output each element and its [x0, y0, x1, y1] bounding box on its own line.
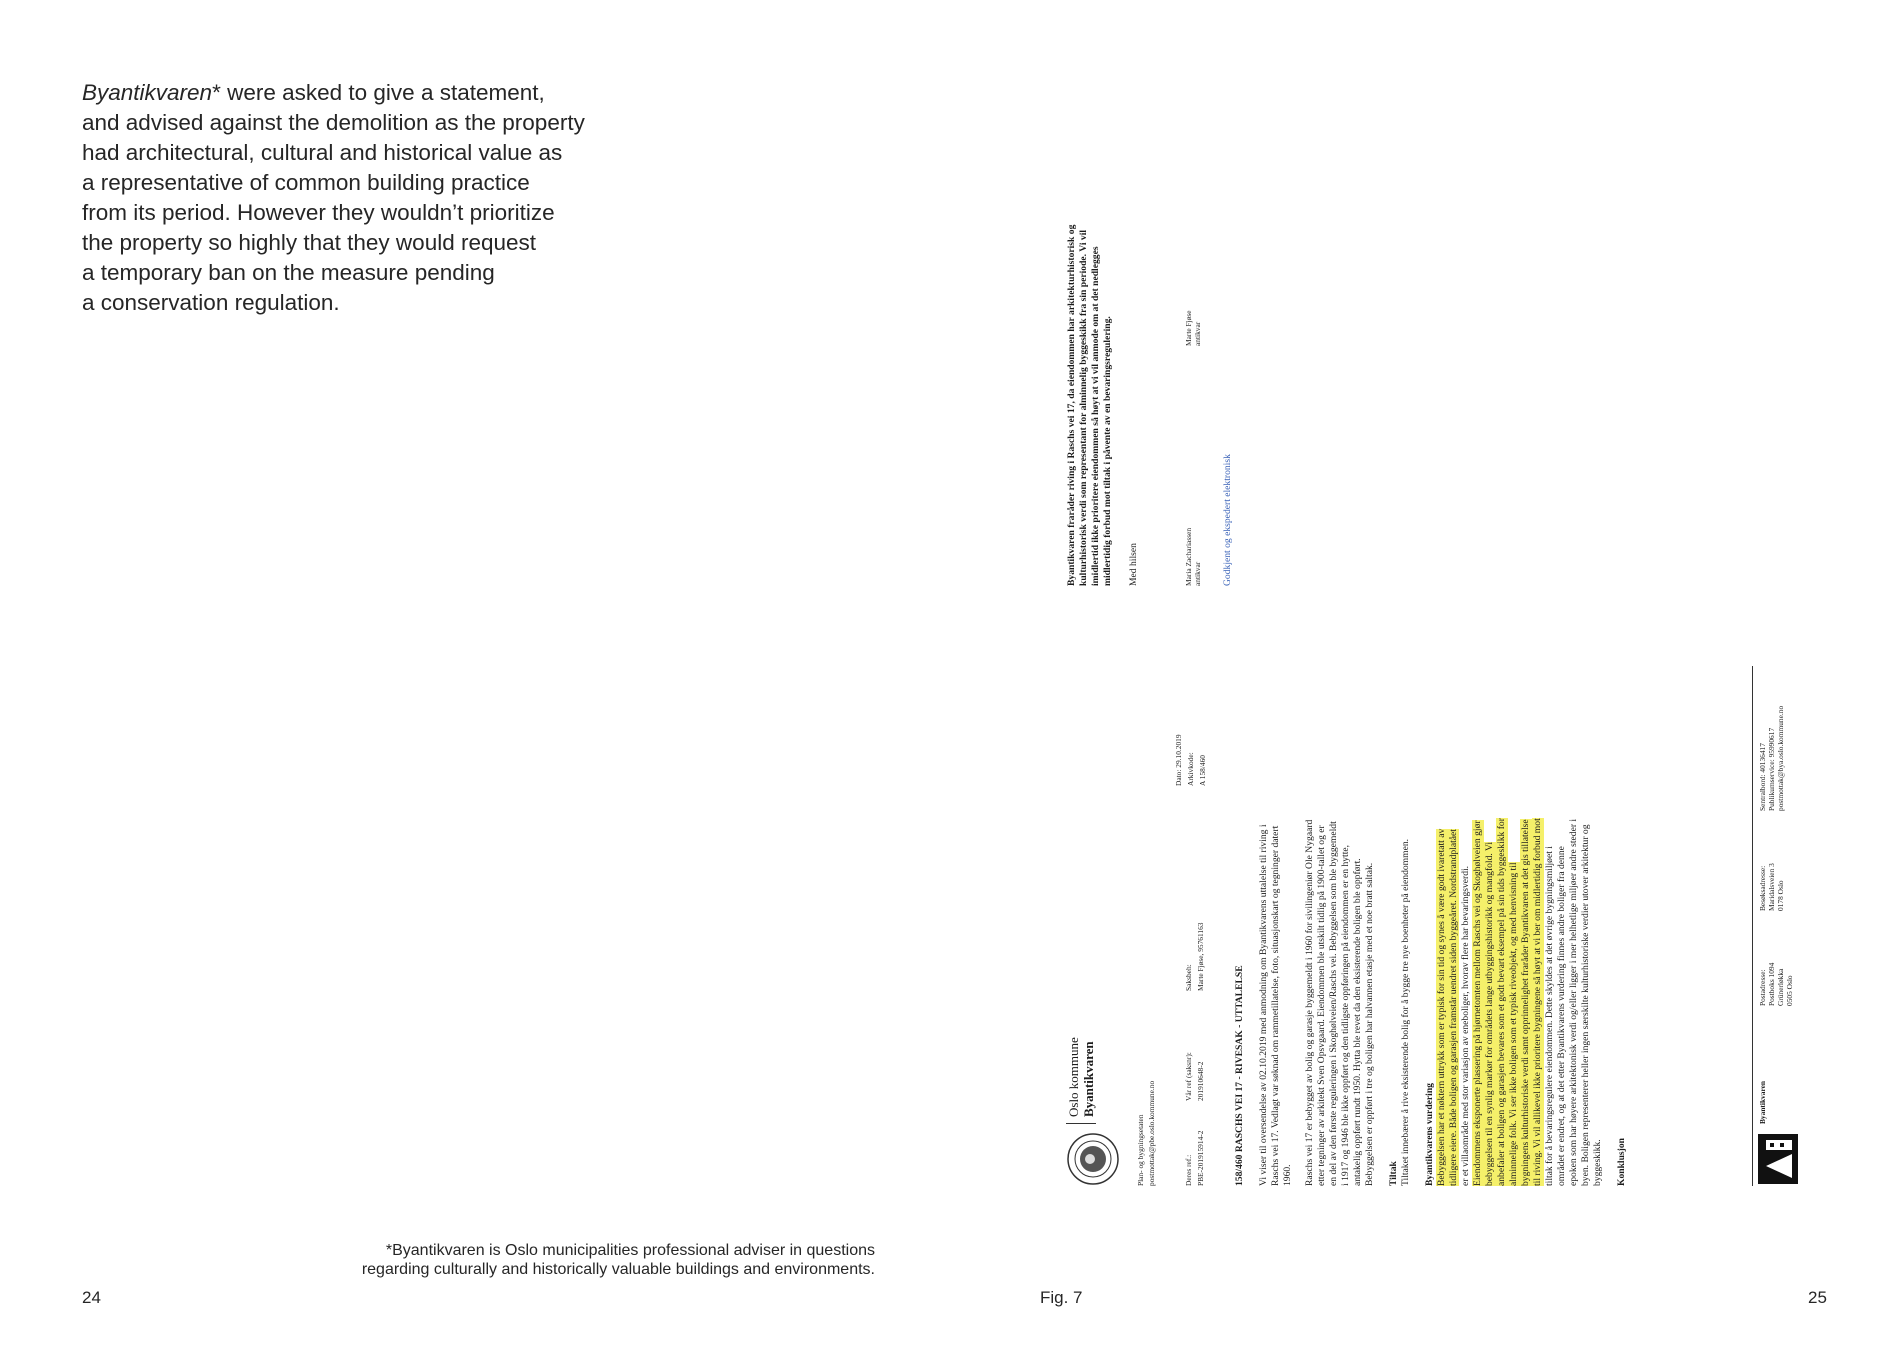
signer2-title: antikvar	[1193, 321, 1202, 346]
footnote-line-1: *Byantikvaren is Oslo municipalities professional adviser in questions	[385, 1242, 875, 1259]
approval-link[interactable]: Godkjent og ekspedert elektronisk	[1222, 454, 1233, 586]
page-number-right: 25	[1808, 1288, 1827, 1307]
recipient-dept: Plan- og bygningsetaten	[1136, 1114, 1145, 1186]
arkivkode-value: A 158/460	[1198, 754, 1207, 786]
history-line: en del av den første reguleringen i Skoghølveien/Raschs vei. Bebyggelsen som ble byggemeldt	[1328, 821, 1339, 1186]
footer-publikumservice: Publikumservice: 95990617	[1767, 727, 1776, 811]
org-name-block	[1066, 964, 1096, 1124]
intro-line: 1960.	[1282, 1164, 1293, 1186]
footer-besok-line: 0178 Oslo	[1776, 880, 1785, 911]
figure-label: Fig. 7	[1040, 1288, 1083, 1307]
vurdering-line: tiltak for å bevaringsregulere eiendommen. Dette skyldes at det øvrige bygningsmiljøet i	[1544, 846, 1555, 1186]
byantikvaren-logo-icon	[1758, 1134, 1798, 1184]
history-line: i 1917 og 1946 ble ikke oppført og den tidligste oppføringen på eiendommen er en hytte,	[1340, 844, 1351, 1186]
italic-term: Byantikvaren	[82, 80, 213, 105]
footer-postadresse-line: Grünerløkka	[1776, 968, 1785, 1006]
vurdering-line: er et villaområde med stor variasjon av eneboliger, hvorav flere har bevaringsverdi.	[1460, 865, 1471, 1186]
footer-divider	[1752, 666, 1753, 1186]
vurdering-line: byggeskikk.	[1592, 1139, 1603, 1186]
signer1-title: antikvar	[1193, 561, 1202, 586]
var-ref-label: Vår ref (saksnr):	[1184, 1052, 1193, 1101]
vurdering-line: epoken som har høyere arkitektonisk verdi og/eller ligger i mer helhetlige miljøer andre steder i	[1568, 818, 1579, 1186]
var-ref-value: 201910648-2	[1196, 1061, 1205, 1101]
oslo-seal-icon	[1066, 1132, 1120, 1186]
intro-line: Vi viser til oversendelse av 02.10.2019 med anmodning om Byantikvarens uttalelse til riving i	[1258, 824, 1269, 1186]
footer-besok-label: Besøksadresse:	[1758, 865, 1767, 911]
para-line-5: from its period. However they wouldn’t prioritize	[82, 200, 555, 225]
tiltak-text: Tiltaket innebærer å rive eksisterende bolig for å bygge tre nye boenheter på eiendommen.	[1400, 838, 1411, 1186]
main-paragraph	[82, 78, 682, 318]
footer-postadresse-line: 0505 Oslo	[1785, 975, 1794, 1006]
konklusjon-line: imidlertid ikke prioritere eiendommen så høyt at vi vil anmode om at det nedlegges	[1090, 246, 1101, 586]
konklusjon-line: kulturhistorisk verdi som representant for alminnelig byggeskikk fra sin periode. Vi vil	[1078, 229, 1089, 586]
arkivkode-label: Arkivkode:	[1186, 752, 1195, 786]
deres-ref-value: PBE-201915914-2	[1196, 1130, 1205, 1186]
history-line: antakelig oppført rundt 1950. Hytta ble revet da den eksisterende boligen ble oppført.	[1352, 858, 1363, 1186]
history-line: Bebyggelsen er oppført i tre og boligen har halvannen etasje med et noe bratt saltak.	[1364, 862, 1375, 1186]
footer-email: postmottak@bya.oslo.kommune.no	[1776, 705, 1785, 811]
dato-label: Dato: 29.10.2019	[1174, 734, 1183, 786]
signer2-name: Marte Fjøse	[1184, 310, 1193, 346]
vurdering-line: Eiendommens eksponerte plassering på hjørnetomten mellom Raschs vei og Skoghølveien gjør	[1472, 820, 1483, 1186]
footer-postadresse-line: Postboks 1094	[1767, 962, 1776, 1006]
para-line-4: a representative of common building practice	[82, 170, 530, 195]
footer-sentralbord: Sentralbord: 40136417	[1758, 743, 1767, 811]
deres-ref-label: Deres ref.:	[1184, 1154, 1193, 1186]
history-line: etter tegninger av arkitekt Sven Opsvgaard. Eiendommen ble utskilt tidlig på 1900-tallet og er	[1316, 825, 1327, 1186]
para-line-3: had architectural, cultural and historical value as	[82, 140, 563, 165]
signer1-name: Maria Zachariassen	[1184, 527, 1193, 586]
history-line: Raschs vei 17 er bebygget av bolig og garasje byggemeldt i 1960 for sivilingeniør Ole Nygaard	[1304, 819, 1315, 1186]
vurdering-line: tidligere eiere. Både boligen og garasjen framstår uendret siden byggeåret. Nordstrandplatået	[1448, 829, 1459, 1186]
vurdering-line: byen. Boligen representerer heller ingen særskilte kulturhistoriske verdier utover arkitektur og	[1580, 824, 1591, 1186]
saksbeh-value: Marte Fjøse, 95761163	[1196, 922, 1205, 991]
footnote	[280, 1242, 875, 1279]
konklusjon-line: Byantikvaren fraråder riving i Raschs vei 17, da eiendommen har arkitekturhistorisk og	[1066, 224, 1077, 586]
vurdering-line: til riving. Vi vil allikevel ikke prioritere bygningene så høyt at vi ber om midlertidig forbud mot	[1532, 818, 1543, 1186]
footer-postadresse-label: Postadresse:	[1758, 969, 1767, 1006]
org-line-1: Oslo kommune	[1066, 1037, 1081, 1117]
vurdering-line: anbefaler at boligen og garasjen bevares som et godt bevart eksempel på sin tids byggeskikk for	[1496, 818, 1507, 1186]
vurdering-line: Bebyggelsen har et nøktern uttrykk som er typisk for sin tid og synes å være godt ivaretatt av	[1436, 828, 1447, 1186]
konklusjon-heading: Konklusjon	[1616, 1138, 1627, 1186]
para-line-8: a conservation regulation.	[82, 290, 340, 315]
para-line-7: a temporary ban on the measure pending	[82, 260, 495, 285]
saksbeh-label: Saksbeh:	[1184, 964, 1193, 991]
footnote-line-2: regarding culturally and historically valuable buildings and environments.	[361, 1260, 875, 1278]
page-number-left: 24	[82, 1288, 101, 1307]
para-line-2: and advised against the demolition as the property	[82, 110, 585, 135]
intro-line: Raschs vei 17. Vedlagt var søknad om rammetillatelse, foto, situasjonskart og tegninger datert	[1270, 825, 1281, 1186]
scanned-letter	[1036, 166, 1816, 1206]
vurdering-line: bebyggelsen til en synlig markør for områdets lange utbyggingshistorikk og mangfold. Vi	[1484, 841, 1495, 1186]
para-line-1: * were asked to give a statement,	[212, 80, 545, 105]
org-line-2: Byantikvaren	[1081, 1041, 1096, 1117]
vurdering-line: bygningens kulturhistoriske verdi samt opprinnelighet fraråder Byantikvaren at det gis tillatelse	[1520, 819, 1531, 1186]
vurdering-line: området er endret, og at det etter Byantikvarens vurdering finnes andre boliger fra denne	[1556, 846, 1567, 1186]
para-line-6: the property so highly that they would request	[82, 230, 537, 255]
greeting: Med hilsen	[1128, 543, 1139, 586]
footer-besok-line: Maridalsveien 3	[1767, 863, 1776, 911]
vurdering-heading: Byantikvarens vurdering	[1424, 1083, 1435, 1186]
recipient-email: postmottak@pbe.oslo.kommune.no	[1147, 1080, 1156, 1186]
vurdering-line: alminnelige folk. Vi ser ikke boligen som et typisk riveobjekt, og med henvisning til	[1508, 862, 1519, 1186]
tiltak-heading: Tiltak	[1388, 1161, 1399, 1186]
konklusjon-line: midlertidig forbud mot tiltak i påvente av en bevaringsregulering.	[1102, 316, 1113, 586]
letter-title: 158/460 RASCHS VEI 17 - RIVESAK - UTTALELSE	[1234, 965, 1245, 1186]
footer-name: Byantikvaren	[1758, 1081, 1767, 1124]
